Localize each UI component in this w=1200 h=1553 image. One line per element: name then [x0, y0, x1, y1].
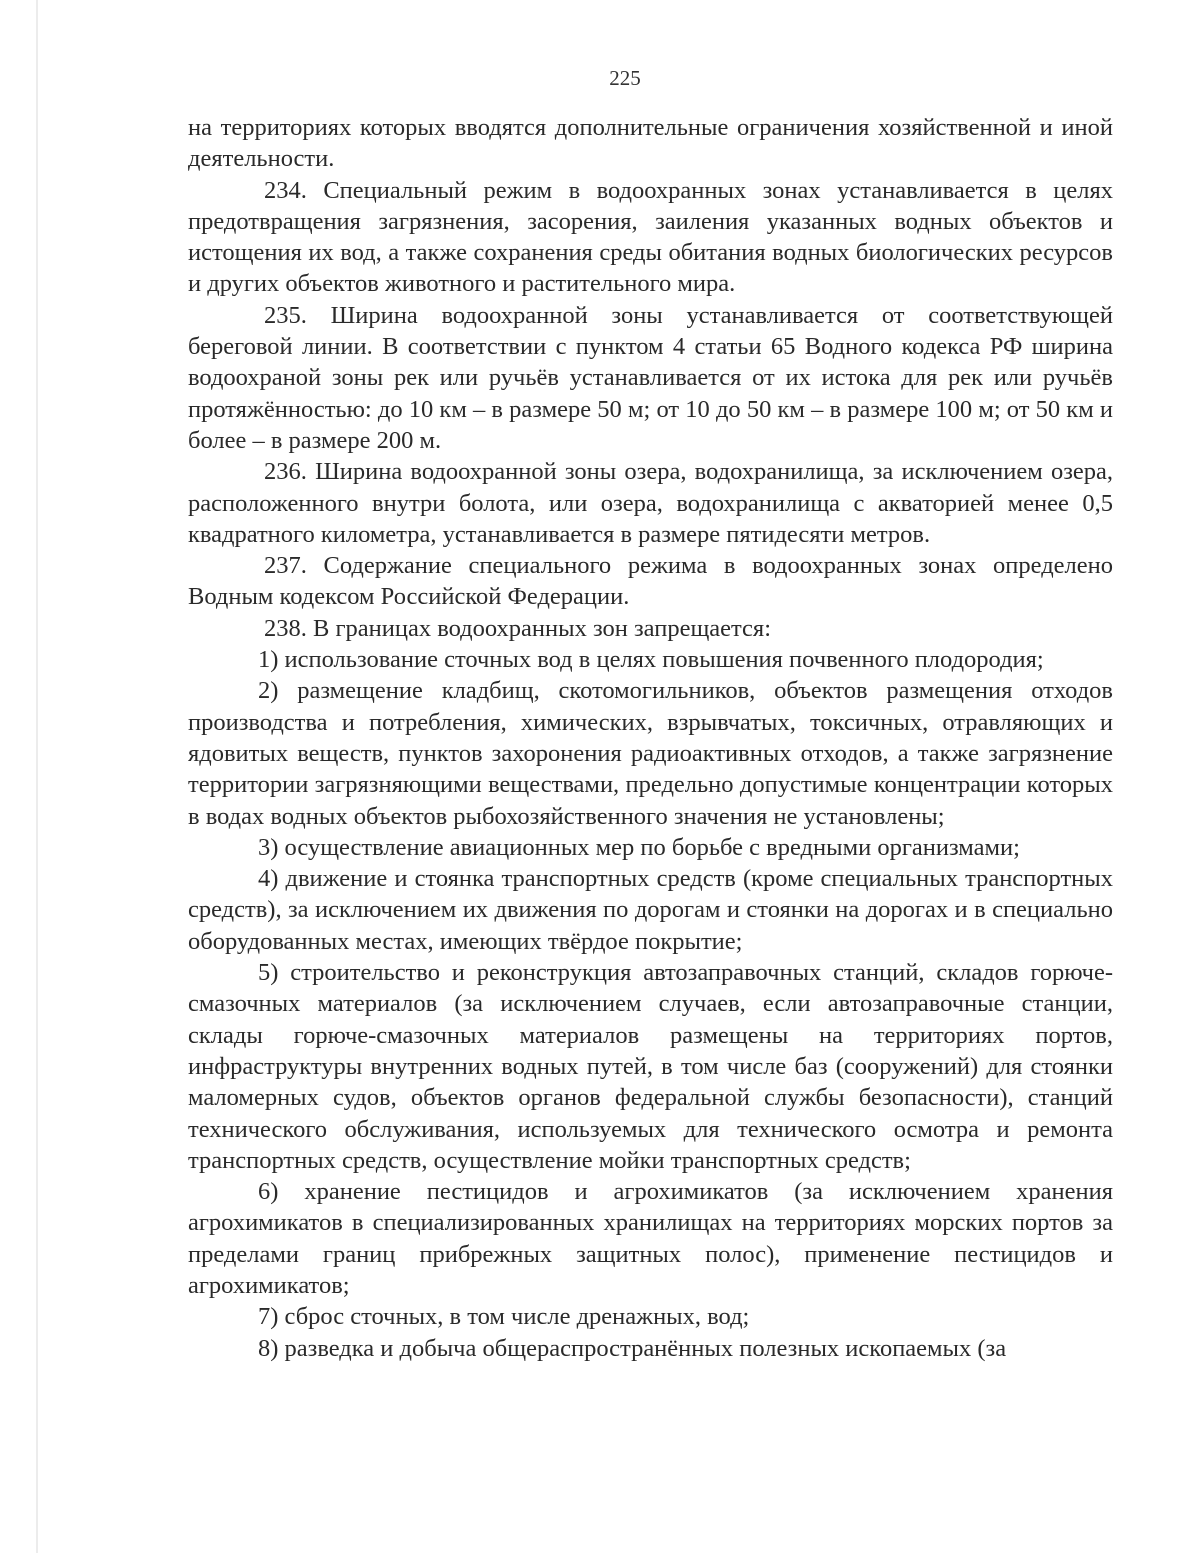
list-item-1: 1) использование сточных вод в целях повышения почвенного плодородия; [258, 646, 1044, 674]
document-body [188, 112, 1113, 1364]
paragraph-236: 236. Ширина водоохранной зоны озера, водохранилища, за исключением озера, расположенного внутри болота, или озера, водохранилища с акваторией менее 0,5 квадратного километра, устанавливается в размере пятидесяти метров. [188, 458, 1113, 548]
paragraph-234: 234. Специальный режим в водоохранных зонах устанавливается в целях предотвращения загрязнения, засорения, заиления указанных водных объектов и истощения их вод, а также сохранения среды обитания водных биологических ресурсов и других объектов животного и растительного мира. [188, 176, 1113, 298]
paragraph-238: 238. В границах водоохранных зон запрещается: [264, 614, 772, 642]
paragraph-continuation: на территориях которых вводятся дополнительные ограничения хозяйственной и иной деятельности. [188, 114, 1113, 173]
page-number: 225 [609, 66, 641, 90]
paragraph-237: 237. Содержание специального режима в водоохранных зонах определено Водным кодексом Российской Федерации. [188, 552, 1113, 611]
list-item-6: 6) хранение пестицидов и агрохимикатов (за исключением хранения агрохимикатов в специализированных хранилищах на территориях морских портов за пределами границ прибрежных защитных полос), применение пестицидов и агрохимикатов; [188, 1178, 1113, 1299]
scan-edge-shadow [36, 0, 38, 1553]
list-item-7: 7) сброс сточных, в том числе дренажных, вод; [258, 1303, 750, 1331]
list-item-2: 2) размещение кладбищ, скотомогильников, объектов размещения отходов производства и потребления, химических, взрывчатых, токсичных, отравляющих и ядовитых веществ, пунктов захоронения радиоактивных отходов, а также загрязнение территории загрязняющими веществами, предельно допустимые концентрации которых в водах водных объектов рыбохозяйственного значения не установлены; [188, 677, 1113, 830]
list-item-3: 3) осуществление авиационных мер по борьбе с вредными организмами; [258, 833, 1020, 861]
list-item-8: 8) разведка и добыча общераспространённых полезных ископаемых (за [258, 1334, 1007, 1362]
list-item-4: 4) движение и стоянка транспортных средств (кроме специальных транспортных средств), за исключением их движения по дорогам и стоянки на дорогах и в специально оборудованных местах, имеющих твёрдое покрытие; [188, 865, 1113, 955]
list-item-5: 5) строительство и реконструкция автозаправочных станций, складов горюче-смазочных материалов (за исключением случаев, если автозаправочные станции, склады горюче-смазочных материалов размещены на территориях портов, инфраструктуры внутренних водных путей, в том числе баз (сооружений) для стоянки маломерных судов, объектов органов федеральной службы безопасности), станций технического обслуживания, используемых для технического осмотра и ремонта транспортных средств, осуществление мойки транспортных средств; [188, 959, 1113, 1174]
paragraph-235: 235. Ширина водоохранной зоны устанавливается от соответствующей береговой линии. В соответствии с пунктом 4 статьи 65 Водного кодекса РФ ширина водоохраной зоны рек или ручьёв устанавливается от их истока для рек или ручьёв протяжённостью: до 10 км – в размере 50 м; от 10 до 50 км – в размере 100 м; от 50 км и более – в размере 200 м. [188, 301, 1113, 454]
